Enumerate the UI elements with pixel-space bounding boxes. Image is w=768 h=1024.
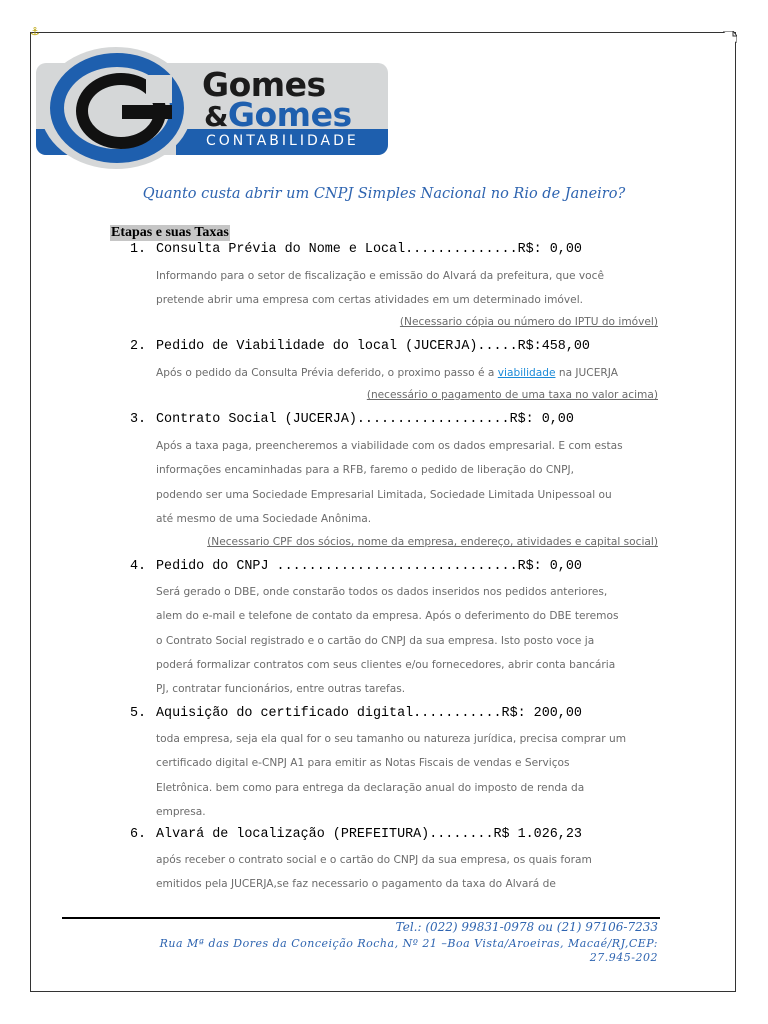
- description-line: emitidos pela JUCERJA,se faz necessario o pagamento da taxa do Alvará de: [156, 878, 556, 891]
- logo-name-line1: Gomes: [202, 65, 326, 104]
- step-number: 4.: [130, 559, 147, 574]
- step-heading: Contrato Social (JUCERJA)...................R$: 0,00: [156, 412, 574, 427]
- description-line: PJ, contratar funcionários, entre outras tarefas.: [156, 683, 406, 696]
- step-heading: Aquisição do certificado digital...........R$: 200,00: [156, 706, 582, 721]
- description-line: Informando para o setor de fiscalização e emissão do Alvará da prefeitura, que você: [156, 270, 605, 282]
- step-heading: Pedido do CNPJ ..............................R$: 0,00: [156, 559, 582, 574]
- description-line: certificado digital e-CNPJ A1 para emitir as Notas Fiscais de vendas e Serviços: [156, 757, 570, 770]
- step-description: [156, 361, 658, 385]
- description-text: na JUCERJA: [555, 367, 618, 379]
- description-line: alem do e-mail e telefone de contato da empresa. Após o deferimento do DBE teremos: [156, 610, 619, 623]
- description-line: o Contrato Social registrado e o cartão do CNPJ da sua empresa. Isto posto voce ja: [156, 634, 595, 647]
- description-line: Será gerado o DBE, onde constarão todos os dados inseridos nos pedidos anteriores,: [156, 586, 608, 598]
- step-number: 2.: [130, 339, 147, 354]
- description-line: após receber o contrato social e o cartão do CNPJ da sua empresa, os quais foram: [156, 854, 592, 866]
- description-line: poderá formalizar contratos com seus clientes e/ou fornecedores, abrir conta bancária: [156, 658, 616, 671]
- description-line: toda empresa, seja ela qual for o seu tamanho ou natureza jurídica, precisa comprar um: [156, 733, 627, 745]
- document-title: Quanto custa abrir um CNPJ Simples Nacional no Rio de Janeiro?: [142, 186, 626, 202]
- description-line: empresa.: [156, 805, 206, 818]
- step-description: [156, 434, 658, 531]
- description-line: podendo ser uma Sociedade Empresarial Limitada, Sociedade Limitada Unipessoal ou: [156, 488, 612, 501]
- viabilidade-link[interactable]: viabilidade: [497, 367, 556, 379]
- footer-address: Rua Mª das Dores da Conceição Rocha, Nº 21 –Boa Vista/Aroeiras, Macaé/RJ,CEP:: [159, 937, 658, 950]
- step-number: 3.: [130, 412, 147, 427]
- description-text: Após o pedido da Consulta Prévia deferido, o proximo passo é a: [156, 367, 498, 379]
- logo-name-second: Gomes: [227, 95, 352, 134]
- step-heading: Consulta Prévia do Nome e Local..............R$: 0,00: [156, 242, 582, 257]
- description-line: Eletrônica. bem como para entrega da declaração anual do imposto de renda da: [156, 781, 585, 794]
- page-corner-fold-icon: [723, 31, 737, 43]
- step-heading: Pedido de Viabilidade do local (JUCERJA).....R$:458,00: [156, 339, 590, 354]
- logo-name-line2: [204, 95, 352, 134]
- description-line: Após a taxa paga, preencheremos a viabilidade com os dados empresarial. E com estas: [156, 440, 623, 452]
- anchor-icon: ⚓: [30, 25, 40, 38]
- footer-phone: Tel.: (022) 99831-0978 ou (21) 97106-7233: [395, 920, 658, 934]
- logo-ampersand: &: [204, 100, 228, 133]
- step-note: (Necessario cópia ou número do IPTU do imóvel): [399, 316, 658, 328]
- step-number: 1.: [130, 242, 147, 257]
- step-description: [156, 727, 658, 824]
- step-note: (Necessario CPF dos sócios, nome da empresa, endereço, atividades e capital social): [207, 536, 658, 548]
- footer-cep: 27.945-202: [589, 951, 658, 964]
- footer-divider: [62, 917, 660, 919]
- step-description: [156, 264, 658, 313]
- step-description: [156, 848, 658, 897]
- step-heading: Alvará de localização (PREFEITURA)........R$ 1.026,23: [156, 827, 582, 842]
- step-note: (necessário o pagamento de uma taxa no valor acima): [366, 389, 658, 401]
- logo-tagline: CONTABILIDADE: [206, 133, 359, 149]
- description-line: informações encaminhadas para a RFB, faremo o pedido de liberação do CNPJ,: [156, 464, 575, 477]
- section-heading: Etapas e suas Taxas: [111, 225, 229, 240]
- step-description: [156, 580, 658, 701]
- description-line: até mesmo de uma Sociedade Anônima.: [156, 512, 372, 525]
- step-number: 5.: [130, 706, 147, 721]
- company-logo: [36, 47, 390, 173]
- description-line: pretende abrir uma empresa com certas atividades em um determinado imóvel.: [156, 294, 584, 307]
- step-number: 6.: [130, 827, 147, 842]
